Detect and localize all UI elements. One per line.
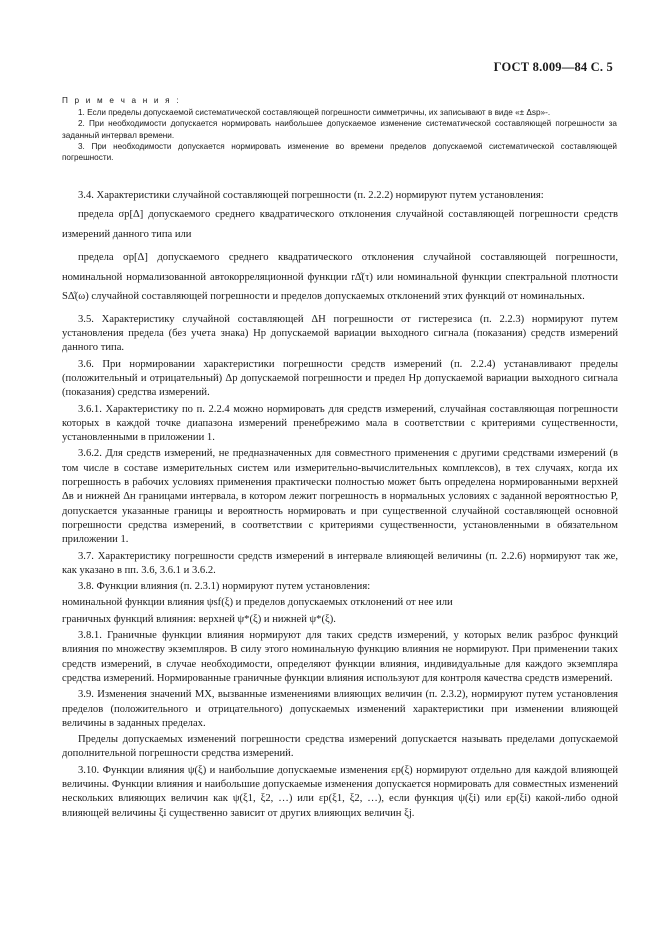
note-item: 3. При необходимости допускается нормировать изменение во времени пределов допускаемой систематической составляющей погрешности. — [62, 141, 617, 163]
paragraph: предела σp[Δ] допускаемого среднего квадратического отклонения случайной составляющей погрешности, номинальной нормализованной автокорреляционной функции rΔ̊(τ) или номинальной функции спектральной плотности SΔ̊(ω) случайной составляющей погрешности и пределов допускаемых отклонений этих функций от номинальных. — [62, 252, 618, 303]
main-text — [62, 189, 618, 823]
notes-title: П р и м е ч а н и я : — [62, 96, 181, 105]
paragraph: 3.6.1. Характеристику по п. 2.2.4 можно нормировать для средств измерений, случайная составляющая погрешности которых в каждой точке диапазона измерений пренебрежимо мала в соответствии с критериями существенности, установленными в приложении 1. — [62, 403, 618, 444]
note-item: 1. Если пределы допускаемой систематической составляющей погрешности симметричны, их записывают в виде «± Δsp»-. — [78, 108, 551, 118]
paragraph: 3.5. Характеристику случайной составляющей ΔH погрешности от гистерезиса (п. 2.2.3) нормируют путем установления предела (без учета знака) Hp допускаемой вариации выходного сигнала (показания) средств измерений данного типа. — [62, 313, 618, 354]
paragraph: 3.4. Характеристики случайной составляющей погрешности (п. 2.2.2) нормируют путем установления: — [78, 190, 544, 201]
paragraph: 3.10. Функции влияния ψ(ξ) и наибольшие допускаемые изменения εp(ξ) нормируют отдельно для каждой влияющей величины. Функции влияния и наибольшие допускаемые изменения допускается нормировать для совместных изменений нескольких влияющих величин как ψ(ξ1, ξ2, …) или εp(ξ1, ξ2, …), если функция ψ(ξi) или εp(ξi) какой-либо одной влияющей величины ξi существенно зависит от других влияющих величин ξj. — [62, 764, 618, 819]
paragraph: предела σp[Δ] допускаемого среднего квадратического отклонения случайной составляющей погрешности средств измерений данного типа или — [62, 209, 618, 240]
paragraph: 3.7. Характеристику погрешности средств измерений в интервале влияющей величины (п. 2.2.6) нормируют так же, как указано в пп. 3.6, 3.6.1 и 3.6.2. — [62, 550, 618, 576]
paragraph: 3.6.2. Для средств измерений, не предназначенных для совместного применения с другими средствами измерений (в том числе в составе измерительных систем или измерительно-вычислительных комплексов), в тех случаях, когда их погрешность в рабочих условиях применения практически полностью может быть определена нормированными верхней Δв и нижней Δн границами интервала, в котором лежит погрешность в нормальных условиях с заданной вероятностью P, допускается указанные границы и вероятность нормировать и при существенной случайной составляющей основной погрешности средства измерений, в соответствии с критериями существенности, установленными в обязательном приложении 1. — [62, 448, 618, 546]
paragraph: номинальной функции влияния ψsf(ξ) и пределов допускаемых отклонений от нее или — [62, 597, 453, 609]
paragraph: 3.8.1. Граничные функции влияния нормируют для таких средств измерений, у которых велик разброс функций влияния по множеству экземпляров. В силу этого номинальную функцию влияния не нормируют. При применении таких средств измерений, в случае необходимости, определяют функции влияния, индивидуальные для каждого экземпляра средства измерений. Нормированные граничные функции влияния используют для контроля качества средств измерений. — [62, 630, 618, 684]
note-item: 2. При необходимости допускается нормировать наибольшее допускаемое изменение систематической составляющей погрешности за заданный интервал времени. — [62, 119, 617, 140]
paragraph: граничных функций влияния: верхней ψ*(ξ) и нижней ψ*(ξ). — [62, 613, 336, 625]
paragraph: 3.6. При нормировании характеристики погрешности средств измерений (п. 2.2.4) устанавливают пределы (положительный и отрицательный) Δp допускаемой погрешности и предел Hp допускаемой вариации выходного сигнала (показания) средства измерений. — [62, 358, 618, 399]
notes-block — [62, 95, 617, 163]
paragraph: Пределы допускаемых изменений погрешности средства измерений допускается называть пределами допускаемой дополнительной погрешности средства измерений. — [62, 734, 618, 760]
paragraph: 3.8. Функции влияния (п. 2.3.1) нормируют путем установления: — [78, 581, 371, 593]
paragraph: 3.9. Изменения значений МХ, вызванные изменениями влияющих величин (п. 2.3.2), нормируют путем установления пределов (положительного и отрицательного) допускаемых изменений характеристики при изменении влияющей величины в заданных пределах. — [62, 689, 618, 729]
page-header: ГОСТ 8.009—84 С. 5 — [493, 60, 613, 74]
